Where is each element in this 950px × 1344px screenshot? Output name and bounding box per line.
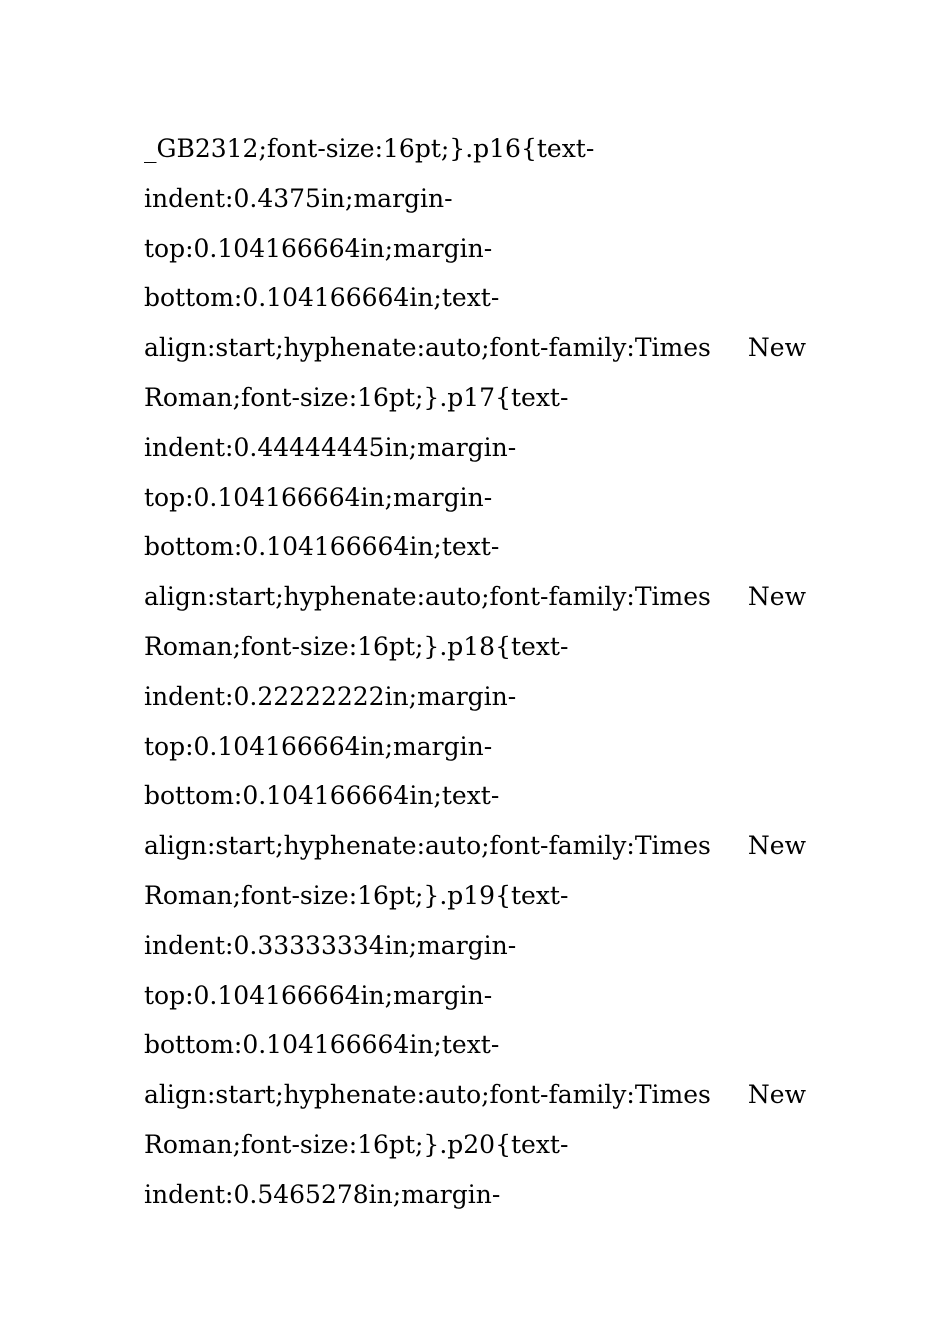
text-line: align:start;hyphenate:auto;font-family:Times New [144, 582, 806, 612]
text-line: align:start;hyphenate:auto;font-family:Times New [144, 831, 806, 861]
text-line: bottom:0.104166664in;text- [144, 532, 500, 562]
text-line: align:start;hyphenate:auto;font-family:Times New [144, 333, 806, 363]
text-line: indent:0.44444445in;margin- [144, 432, 517, 462]
text-line: Roman;font-size:16pt;}.p18{text- [144, 631, 569, 661]
text-line: top:0.104166664in;margin- [144, 233, 493, 263]
text-line: _GB2312;font-size:16pt;}.p16{text- [144, 134, 595, 163]
text-line: top:0.104166664in;margin- [144, 980, 493, 1010]
text-line: Roman;font-size:16pt;}.p20{text- [144, 1129, 569, 1159]
text-line: indent:0.5465278in;margin- [144, 1179, 501, 1209]
text-line: Roman;font-size:16pt;}.p17{text- [144, 382, 569, 412]
text-line: bottom:0.104166664in;text- [144, 283, 500, 313]
text-line: indent:0.4375in;margin- [144, 183, 453, 213]
text-line: indent:0.33333334in;margin- [144, 930, 517, 960]
text-line: bottom:0.104166664in;text- [144, 1030, 500, 1060]
document-body [144, 124, 806, 1220]
text-line: bottom:0.104166664in;text- [144, 781, 500, 811]
text-line: indent:0.22222222in;margin- [144, 681, 517, 711]
text-line: align:start;hyphenate:auto;font-family:Times New [144, 1080, 806, 1110]
text-line: Roman;font-size:16pt;}.p19{text- [144, 880, 569, 910]
text-line: top:0.104166664in;margin- [144, 482, 493, 512]
text-line: top:0.104166664in;margin- [144, 731, 493, 761]
